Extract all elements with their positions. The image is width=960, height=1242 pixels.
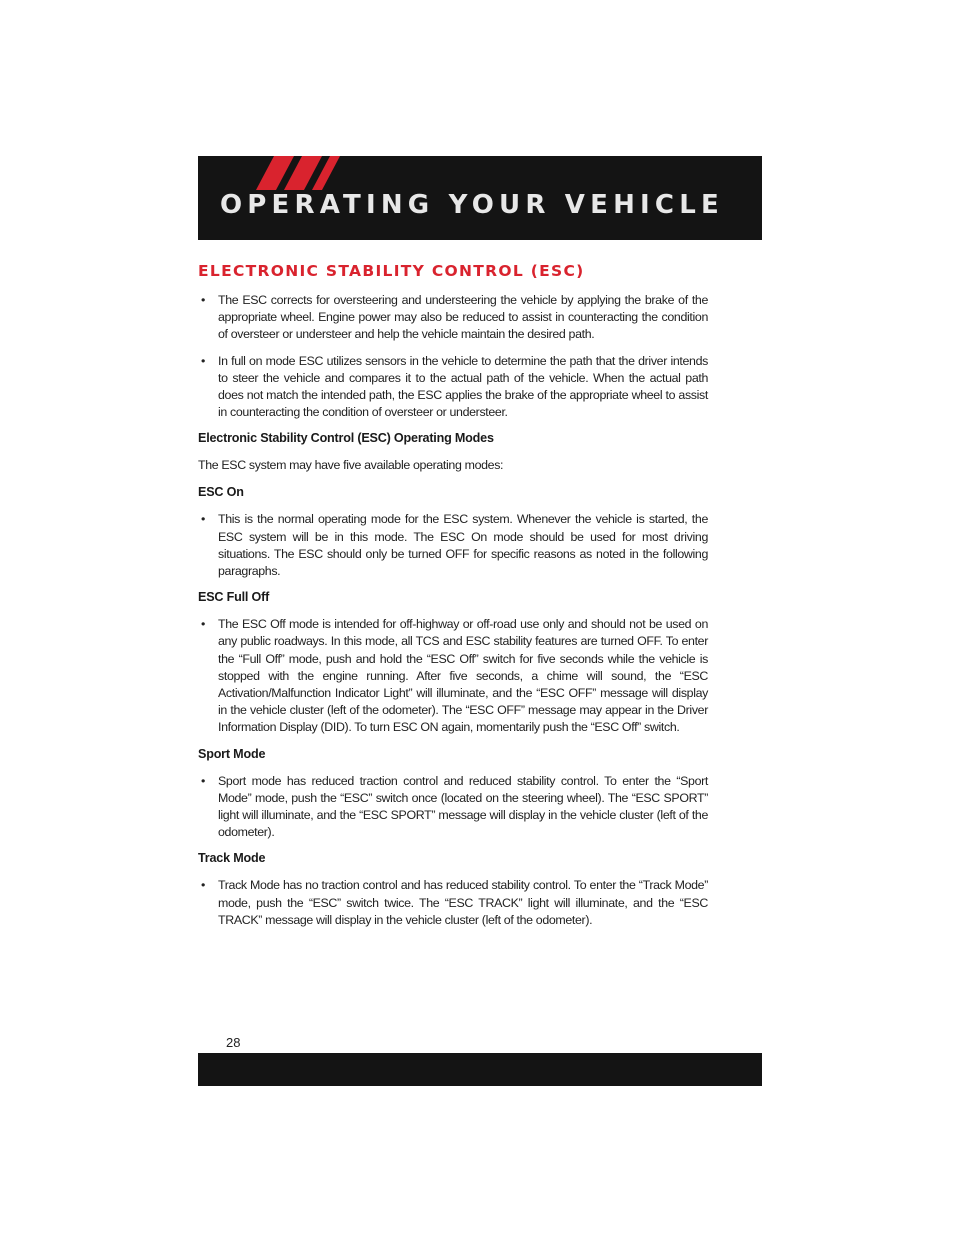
bullet-text: Track Mode has no traction control and has reduced stability control. To enter the “Track Mode” mode, push the “ESC” switch twice. The “ESC TRACK” light will illuminate, and the “ESC TRACK” message will display in the vehicle cluster (left of the odometer). (218, 878, 708, 927)
bullet-item (198, 292, 708, 344)
bullet-item (198, 353, 708, 422)
bullet-item (198, 773, 708, 842)
footer-band (198, 1053, 762, 1086)
bullet-text: Sport mode has reduced traction control and reduced stability control. To enter the “Sport Mode” mode, push the “ESC” switch once (located on the steering wheel). The “ESC SPORT” light will illuminate, and the “ESC SPORT” message will display in the vehicle cluster (left of the odometer). (218, 773, 708, 840)
page-content (198, 262, 708, 938)
section-header-band (198, 156, 762, 240)
section-title: ELECTRONIC STABILITY CONTROL (ESC) (198, 262, 585, 280)
bullet-text: The ESC corrects for oversteering and understeering the vehicle by applying the brake of the appropriate wheel. Engine power may also be reduced to assist in counteracting the condition of oversteer or understeer and help the vehicle maintain the desired path. (218, 293, 708, 342)
section-header: OPERATING YOUR VEHICLE (220, 190, 724, 220)
mode-heading-sport: Sport Mode (198, 746, 266, 761)
bullet-item (198, 511, 708, 580)
bullet-marker: • (201, 617, 205, 632)
bullet-item (198, 877, 708, 929)
bullet-text: In full on mode ESC utilizes sensors in the vehicle to determine the path that the driver intends to steer the vehicle and compares it to the actual path of the vehicle. When the actual path does not match the intended path, the ESC applies the brake of the appropriate wheel to assist in counteracting the condition of oversteer or understeer. (218, 353, 708, 420)
modes-heading: Electronic Stability Control (ESC) Operating Modes (198, 431, 494, 446)
mode-heading-track: Track Mode (198, 851, 266, 866)
bullet-marker: • (201, 293, 205, 307)
mode-heading-esc-on: ESC On (198, 485, 244, 500)
bullet-text: This is the normal operating mode for the ESC system. Whenever the vehicle is started, the ESC system will be in this mode. The ESC On mode should be used for most driving situations. The ESC should only be turned OFF for specific reasons as noted in the following paragraphs. (218, 512, 708, 579)
page-number: 28 (226, 1035, 241, 1050)
modes-intro: The ESC system may have five available operating modes: (198, 458, 504, 473)
bullet-marker: • (201, 773, 205, 788)
bullet-marker: • (201, 353, 205, 368)
mode-heading-esc-full-off: ESC Full Off (198, 590, 270, 605)
bullet-text: The ESC Off mode is intended for off-highway or off-road use only and should not be used on any public roadways. In this mode, all TCS and ESC stability features are turned OFF. To enter the “Full Off” mode, push and hold the “ESC Off” switch for five seconds while the vehicle is stopped with the engine running. After five seconds, a chime will sound, the “ESC Activation/Malfunction Indicator Light” will illuminate, and the “ESC OFF” message will display in the vehicle cluster (left of the odometer). The “ESC OFF” message may appear in the Driver Information Display (DID). To turn ESC ON again, momentarily push the “ESC Off” switch. (218, 617, 708, 735)
bullet-marker: • (201, 512, 205, 527)
bullet-marker: • (201, 878, 205, 893)
bullet-item (198, 616, 708, 736)
